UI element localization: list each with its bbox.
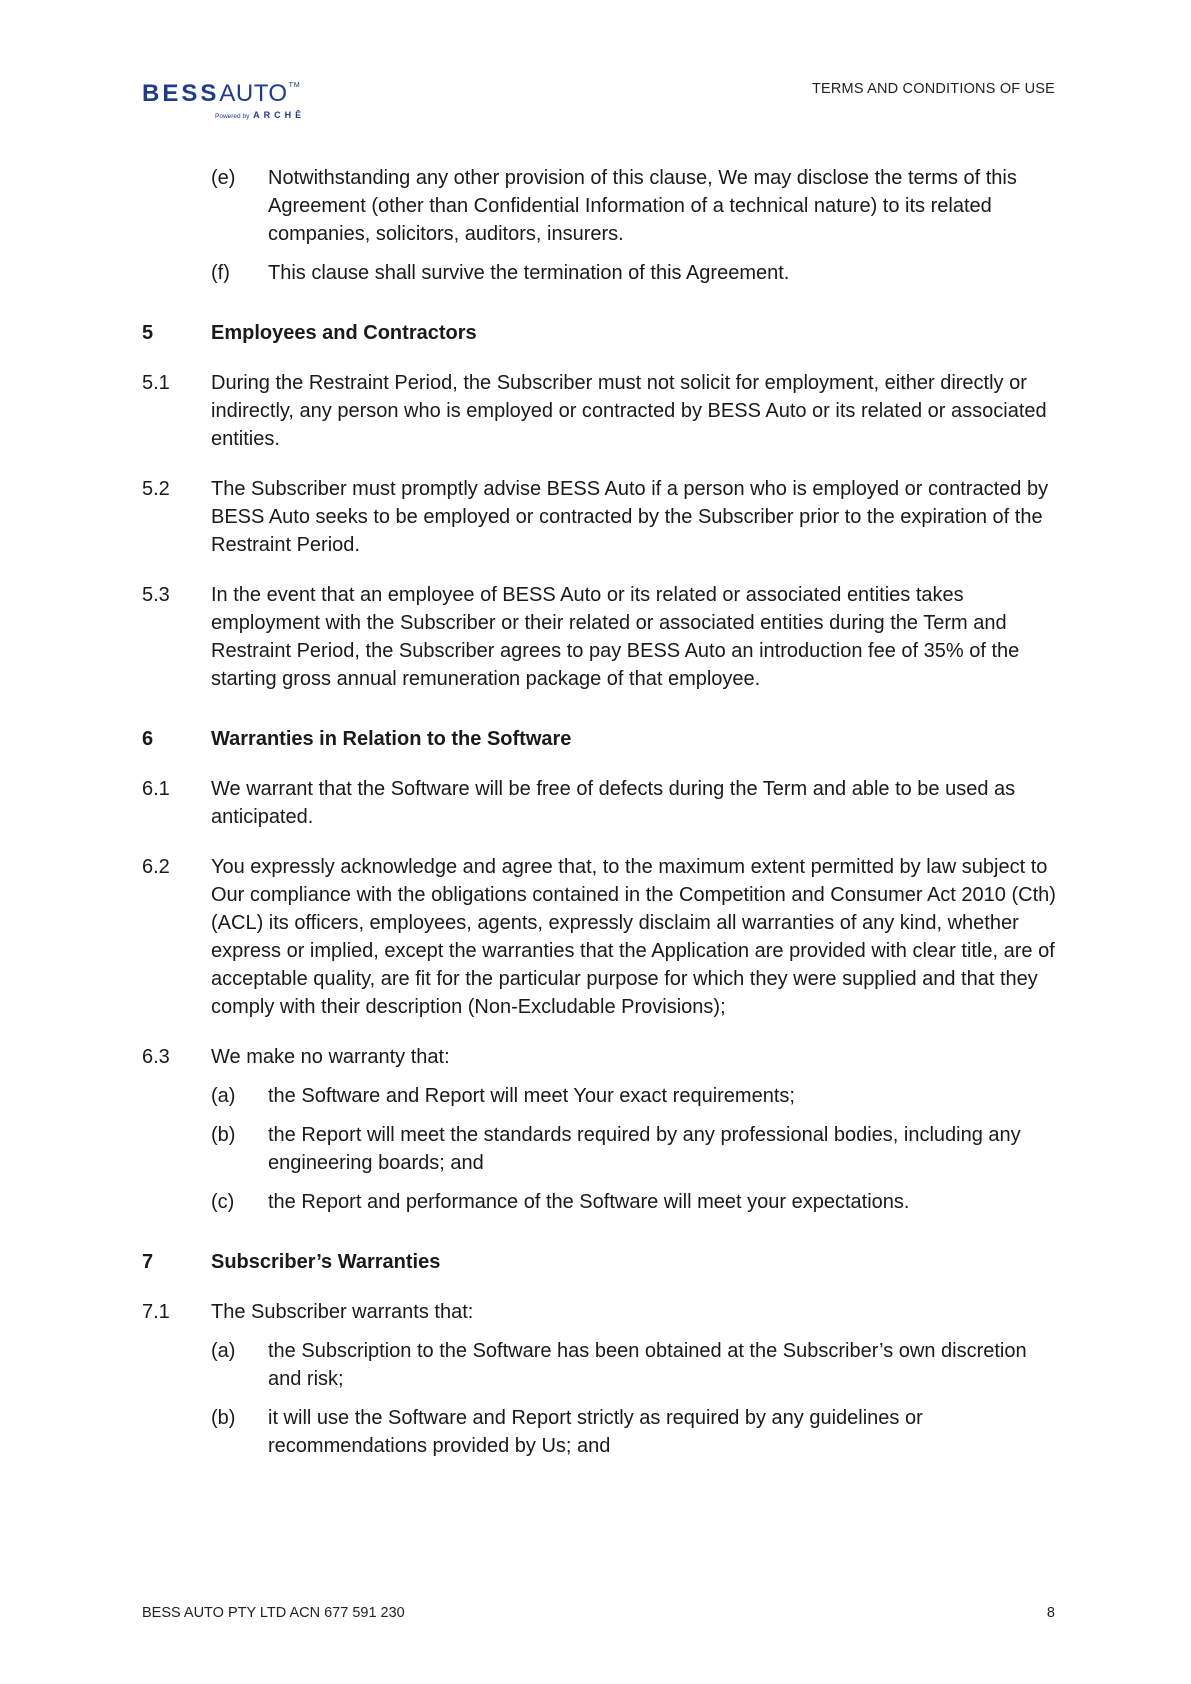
sub-label: (e) xyxy=(211,167,236,189)
logo-bess: BESS xyxy=(142,80,220,107)
clause-number: 5.3 xyxy=(142,584,170,606)
clause-6-3 xyxy=(142,1043,1057,1071)
sub-label: (f) xyxy=(211,262,230,284)
sub-label: (a) xyxy=(211,1340,236,1362)
clause-text: In the event that an employee of BESS Auto or its related or associated entities takes employment with the Subscriber or their related or associated entities during the Term and Restraint Period, the Subscriber agrees to pay BESS Auto an introduction fee of 35% of the starting gross annual remuneration package of that employee. xyxy=(211,584,1020,690)
logo-arche: ARCHĒ xyxy=(253,110,306,120)
logo-powered-by xyxy=(215,110,305,120)
footer-company: BESS AUTO PTY LTD ACN 677 591 230 xyxy=(142,1605,405,1621)
sub-text: the Report will meet the standards required by any professional bodies, including any engineering boards; and xyxy=(268,1124,1021,1174)
page-number: 8 xyxy=(1046,1605,1055,1621)
logo-powered-by-text: Powered by xyxy=(215,113,250,120)
clause-5-3 xyxy=(142,581,1057,693)
section-6-heading xyxy=(142,725,1057,753)
logo-trademark: TM xyxy=(288,82,301,89)
clause-number: 6.1 xyxy=(142,778,170,800)
bess-auto-logo xyxy=(142,80,322,126)
document-title: TERMS AND CONDITIONS OF USE xyxy=(811,81,1055,97)
clause-6-3-c xyxy=(211,1188,1057,1216)
section-title: Employees and Contractors xyxy=(211,322,477,344)
clause-text: We make no warranty that: xyxy=(211,1046,450,1068)
section-5-heading xyxy=(142,319,1057,347)
logo-wordmark xyxy=(142,80,301,108)
logo-auto: AUTO xyxy=(219,80,288,107)
section-title: Subscriber’s Warranties xyxy=(211,1251,441,1273)
clause-number: 7.1 xyxy=(142,1301,170,1323)
sub-text: the Subscription to the Software has been obtained at the Subscriber’s own discretion and risk; xyxy=(268,1340,1027,1390)
clause-7-1-b xyxy=(211,1404,1057,1460)
sub-text: This clause shall survive the termination of this Agreement. xyxy=(268,262,790,284)
sub-label: (b) xyxy=(211,1407,236,1429)
clause-4-e xyxy=(211,164,1057,248)
clause-text: The Subscriber must promptly advise BESS Auto if a person who is employed or contracted by BESS Auto seeks to be employed or contracted by the Subscriber prior to the expiration of the Restraint Period. xyxy=(211,478,1049,556)
document-body xyxy=(142,164,1057,1460)
sub-label: (c) xyxy=(211,1191,235,1213)
clause-text: You expressly acknowledge and agree that, to the maximum extent permitted by law subject to Our compliance with the obligations contained in the Competition and Consumer Act 2010 (Cth)(ACL) its officers, employees, agents, expressly disclaim all warranties of any kind, whether express or implied, except the warranties that the Application are provided with clear title, are of acceptable quality, are fit for the particular purpose for which they were supplied and that they comply with their description (Non-Excludable Provisions); xyxy=(211,856,1056,1018)
clause-text: We warrant that the Software will be free of defects during the Term and able to be used as anticipated. xyxy=(211,778,1016,828)
clause-text: During the Restraint Period, the Subscriber must not solicit for employment, either directly or indirectly, any person who is employed or contracted by BESS Auto or its related or associated entities. xyxy=(211,372,1047,450)
clause-6-1 xyxy=(142,775,1057,831)
section-7-heading xyxy=(142,1248,1057,1276)
clause-5-1 xyxy=(142,369,1057,453)
clause-4-f xyxy=(211,259,1057,287)
sub-text: the Report and performance of the Software will meet your expectations. xyxy=(268,1191,910,1213)
clause-number: 6.3 xyxy=(142,1046,170,1068)
section-number: 5 xyxy=(142,322,154,344)
clause-number: 5.2 xyxy=(142,478,170,500)
clause-6-3-b xyxy=(211,1121,1057,1177)
sub-text: the Software and Report will meet Your exact requirements; xyxy=(268,1085,795,1107)
clause-number: 5.1 xyxy=(142,372,170,394)
clause-5-2 xyxy=(142,475,1057,559)
sub-label: (b) xyxy=(211,1124,236,1146)
clause-6-3-a xyxy=(211,1082,1057,1110)
section-title: Warranties in Relation to the Software xyxy=(211,728,572,750)
sub-text: it will use the Software and Report strictly as required by any guidelines or recommendations provided by Us; and xyxy=(268,1407,923,1457)
sub-label: (a) xyxy=(211,1085,236,1107)
clause-number: 6.2 xyxy=(142,856,170,878)
section-number: 7 xyxy=(142,1251,154,1273)
clause-7-1-a xyxy=(211,1337,1057,1393)
section-number: 6 xyxy=(142,728,154,750)
clause-text: The Subscriber warrants that: xyxy=(211,1301,474,1323)
clause-6-2 xyxy=(142,853,1057,1021)
clause-7-1 xyxy=(142,1298,1057,1326)
sub-text: Notwithstanding any other provision of this clause, We may disclose the terms of this Agreement (other than Confidential Information of a technical nature) to its related companies, solicitors, auditors, insurers. xyxy=(268,167,1017,245)
